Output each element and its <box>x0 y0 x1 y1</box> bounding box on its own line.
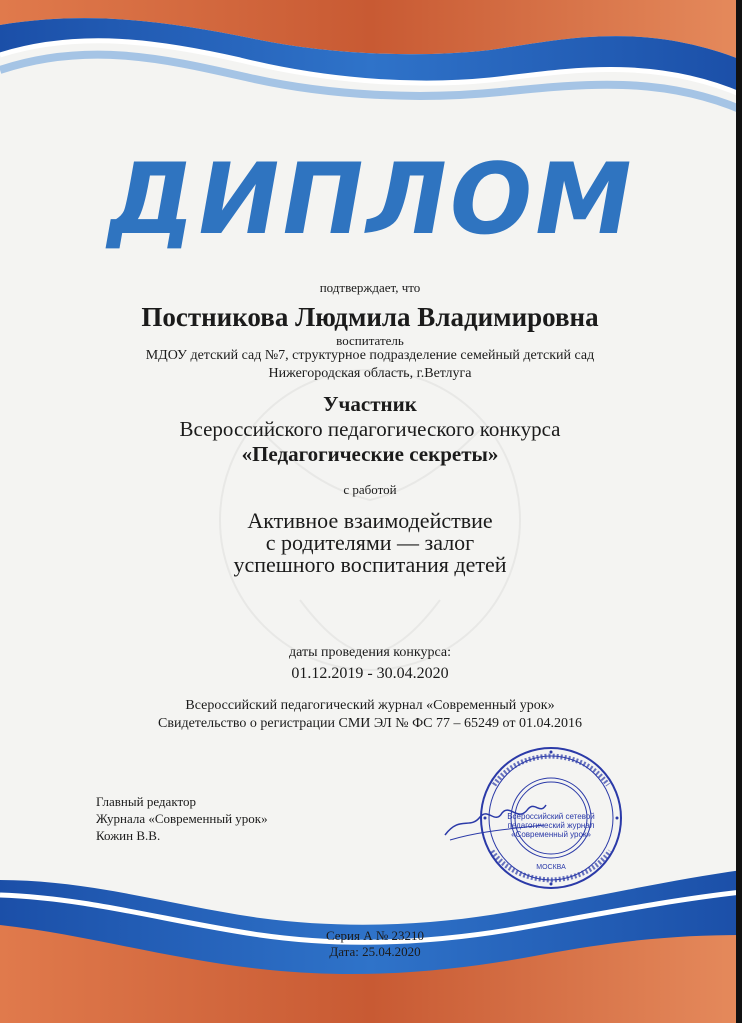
editor-block <box>96 793 268 844</box>
work-title-line-1: Активное взаимодействие <box>247 508 493 533</box>
stamp-line-1: Всероссийский сетевой <box>507 812 595 821</box>
contest-line: Всероссийского педагогического конкурса <box>179 417 561 441</box>
stamp-line-2: педагогический журнал <box>507 821 595 830</box>
dates-value: 01.12.2019 - 30.04.2020 <box>291 665 449 682</box>
work-title-line-3: успешного воспитания детей <box>233 552 507 577</box>
editor-journal: Журнала «Современный урок» <box>96 811 268 826</box>
with-work-label: с работой <box>343 482 397 497</box>
recipient-organization: МДОУ детский сад №7, структурное подразделение семейный детский сад <box>145 348 595 363</box>
serial-block <box>300 928 450 960</box>
recipient-location: Нижегородская область, г.Ветлуга <box>268 366 472 381</box>
stamp-bottom-text: МОСКВА <box>536 864 566 871</box>
stamp-line-3: «Современный урок» <box>511 830 591 839</box>
stamp-center-text <box>500 812 602 839</box>
editor-title: Главный редактор <box>96 794 196 809</box>
dates-label: даты проведения конкурса: <box>289 645 451 660</box>
confirms-text: подтверждает, что <box>319 280 421 295</box>
issue-date: Дата: 25.04.2020 <box>329 944 421 959</box>
serial-number: Серия А № 23210 <box>325 928 425 943</box>
work-title-line-2: с родителями — залог <box>265 530 475 555</box>
award-role: Участник <box>323 392 417 416</box>
recipient-position: воспитатель <box>336 333 404 348</box>
recipient-name: Постникова Людмила Владимировна <box>141 302 599 332</box>
editor-name: Кожин В.В. <box>96 828 161 843</box>
diploma-title: ДИПЛОМ <box>98 143 644 257</box>
registration-line: Свидетельство о регистрации СМИ ЭЛ № ФС 77 – 65249 от 01.04.2016 <box>158 716 582 731</box>
journal-line: Всероссийский педагогический журнал «Современный урок» <box>185 698 555 713</box>
contest-name: «Педагогические секреты» <box>241 442 499 466</box>
